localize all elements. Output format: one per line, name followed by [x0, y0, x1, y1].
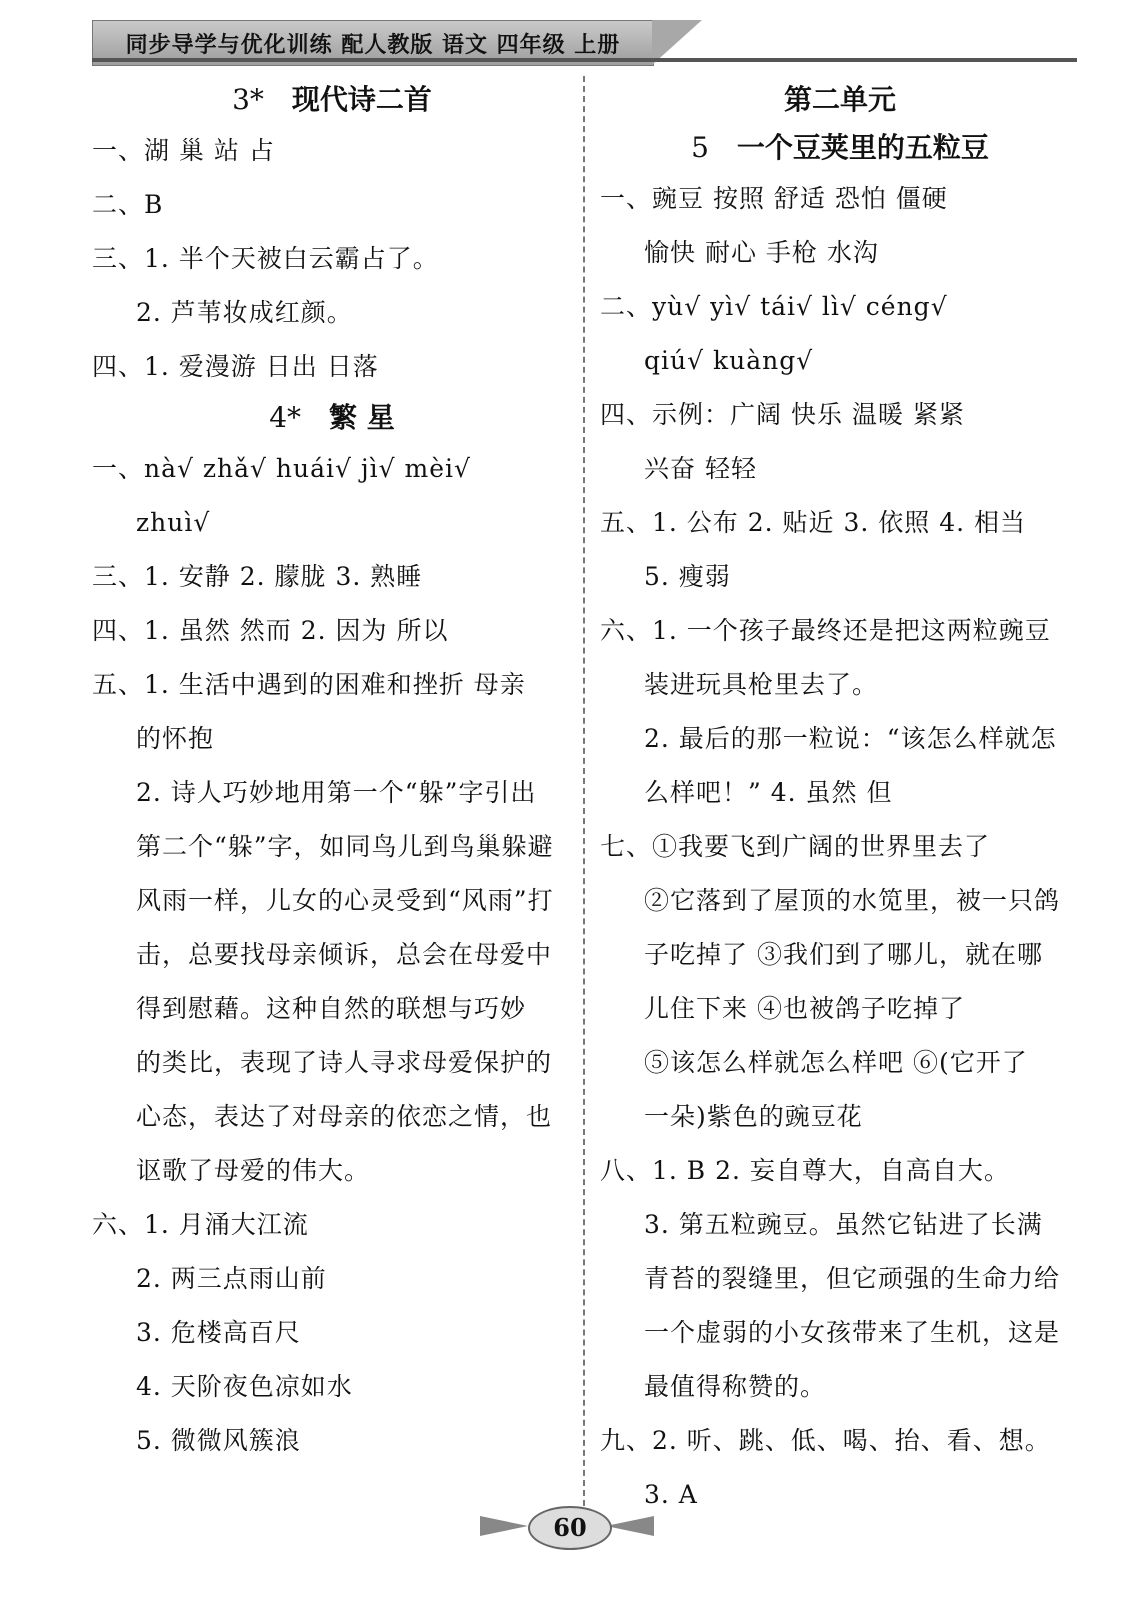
answer-line: 五、1. 生活中遇到的困难和挫折 母亲: [92, 670, 526, 699]
column-divider: [583, 76, 585, 1506]
answer-line: 一、nà√ zhǎ√ huái√ jì√ mèi√: [92, 454, 471, 483]
page-ornament-right: [606, 1516, 654, 1536]
answer-line: qiú√ kuàng√: [644, 346, 814, 375]
answer-line: 二、B: [92, 190, 164, 219]
answer-line: 六、1. 一个孩子最终还是把这两粒豌豆: [600, 616, 1051, 645]
left-column: [92, 76, 572, 1468]
answer-line: 么样吧！” 4. 虽然 但: [644, 778, 893, 807]
answer-line: 风雨一样，儿女的心灵受到“风雨”打: [136, 886, 554, 915]
answer-line: 四、示例：广阔 快乐 温暖 紧紧: [600, 400, 965, 429]
lesson-number: 4*: [269, 401, 302, 434]
answer-line: 一朵)紫色的豌豆花: [644, 1102, 863, 1131]
answer-line: 青苔的裂缝里，但它顽强的生命力给: [644, 1264, 1061, 1293]
answer-line: 的类比，表现了诗人寻求母爱保护的: [136, 1048, 553, 1077]
lesson-name: 一个豆荚里的五粒豆: [736, 131, 989, 164]
unit-title: 第二单元: [783, 83, 896, 116]
answer-line: 的怀抱: [136, 724, 215, 753]
answer-line: 3. 危楼高百尺: [136, 1318, 301, 1347]
answer-line: 2. 芦苇妆成红颜。: [136, 298, 353, 327]
answer-line: 五、1. 公布 2. 贴近 3. 依照 4. 相当: [600, 508, 1027, 537]
answer-line: 5. 瘦弱: [644, 562, 731, 591]
answer-line: ②它落到了屋顶的水笕里，被一只鸽: [644, 886, 1061, 915]
answer-line: 三、1. 安静 2. 朦胧 3. 熟睡: [92, 562, 423, 591]
answer-line: 3. A: [644, 1480, 698, 1509]
answer-line: 一个虚弱的小女孩带来了生机，这是: [644, 1318, 1061, 1347]
lesson-name: 繁 星: [329, 401, 395, 434]
header-title: 同步导学与优化训练 配人教版 语文 四年级 上册: [125, 31, 621, 58]
right-column: [600, 76, 1080, 1522]
answer-line: 得到慰藉。这种自然的联想与巧妙: [136, 994, 527, 1023]
answer-line: 2. 两三点雨山前: [136, 1264, 327, 1293]
answer-line: 4. 天阶夜色凉如水: [136, 1372, 353, 1401]
answer-line: 3. 第五粒豌豆。虽然它钻进了长满: [644, 1210, 1043, 1239]
answer-line: 2. 诗人巧妙地用第一个“躲”字引出: [136, 778, 537, 807]
answer-line: 三、1. 半个天被白云霸占了。: [92, 244, 439, 273]
answer-line: 2. 最后的那一粒说：“该怎么样就怎: [644, 724, 1057, 753]
page-number: 60: [528, 1506, 612, 1550]
lesson-5-title: [600, 124, 1080, 172]
lesson-3-title: [92, 76, 572, 124]
answer-line: 兴奋 轻轻: [644, 454, 757, 483]
answer-line: 最值得称赞的。: [644, 1372, 827, 1401]
lesson-number: 5: [691, 131, 709, 164]
answer-line: 击，总要找母亲倾诉，总会在母爱中: [136, 940, 553, 969]
answer-line: ⑤该怎么样就怎么样吧 ⑥(它开了: [644, 1048, 1028, 1077]
header-rule: [92, 58, 1077, 62]
answer-line: 子吃掉了 ③我们到了哪儿，就在哪: [644, 940, 1043, 969]
answer-line: 装进玩具枪里去了。: [644, 670, 879, 699]
answer-line: 一、豌豆 按照 舒适 恐怕 僵硬: [600, 184, 948, 213]
lesson-4-title: [92, 394, 572, 442]
answer-line: zhuì√: [136, 508, 211, 537]
answer-line: 愉快 耐心 手枪 水沟: [644, 238, 879, 267]
answer-line: 二、yù√ yì√ tái√ lì√ céng√: [600, 292, 948, 321]
answer-line: 四、1. 虽然 然而 2. 因为 所以: [92, 616, 449, 645]
answer-line: 六、1. 月涌大江流: [92, 1210, 309, 1239]
answer-line: 八、1. B 2. 妄自尊大，自高自大。: [600, 1156, 1010, 1185]
answer-line: 九、2. 听、跳、低、喝、抬、看、想。: [600, 1426, 1051, 1455]
answer-line: 七、①我要飞到广阔的世界里去了: [600, 832, 991, 861]
lesson-number: 3*: [232, 83, 264, 116]
answer-line: 第二个“躲”字，如同鸟儿到鸟巢躲避: [136, 832, 554, 861]
answer-line: 四、1. 爱漫游 日出 日落: [92, 352, 379, 381]
page-ornament-left: [480, 1516, 528, 1536]
answer-line: 儿住下来 ④也被鸽子吃掉了: [644, 994, 965, 1023]
answer-line: 5. 微微风簇浪: [136, 1426, 301, 1455]
lesson-name: 现代诗二首: [291, 83, 432, 116]
answer-line: 心态，表达了对母亲的依恋之情，也: [136, 1102, 553, 1131]
answer-line: 一、湖 巢 站 占: [92, 136, 275, 165]
answer-line: 讴歌了母爱的伟大。: [136, 1156, 371, 1185]
